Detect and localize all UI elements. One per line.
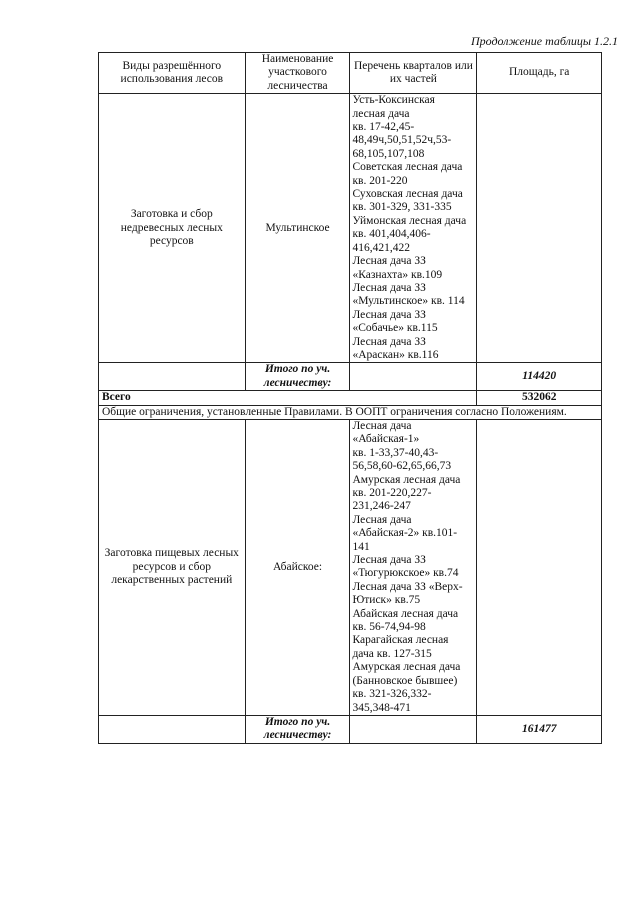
- block1-row: [99, 94, 602, 363]
- quarter-line: Лесная дача: [352, 513, 412, 526]
- quarter-line: Лесная дача ЗЗ: [352, 554, 426, 567]
- quarter-line: Ютиск» кв.75: [352, 594, 421, 607]
- quarter-line: «Мультинское» кв. 114: [352, 295, 465, 308]
- quarter-line: Советская лесная дача: [352, 161, 463, 174]
- total-row: [99, 391, 602, 405]
- quarter-line: Усть-Коксинская: [352, 94, 435, 107]
- quarter-line: 231,246-247: [352, 500, 411, 513]
- block1-subtotal-quarters: [350, 363, 477, 391]
- quarter-line: Лесная дача ЗЗ «Верх-: [352, 580, 463, 593]
- quarter-line: кв. 321-326,332-: [352, 688, 432, 701]
- block1-subtotal-label: Итого по уч. лесничеству:: [245, 363, 350, 391]
- block2-subtotal-value: 161477: [477, 715, 602, 743]
- quarter-line: 48,49ч,50,51,52ч,53-: [352, 134, 452, 147]
- block2-use-type: Заготовка пищевых лесных ресурсов и сбор лекарственных растений: [99, 419, 246, 715]
- quarter-line: Амурская лесная дача: [352, 473, 461, 486]
- header-row: [99, 53, 602, 94]
- quarter-line: «Араскан» кв.116: [352, 348, 439, 361]
- block1-subtotal-value: 114420: [477, 363, 602, 391]
- block2-subtotal-quarters: [350, 715, 477, 743]
- quarter-line: Суховская лесная дача: [352, 188, 463, 201]
- quarter-line: «Абайская-2» кв.101-: [352, 527, 458, 540]
- quarter-line: Лесная дача ЗЗ: [352, 308, 426, 321]
- total-label: Всего: [99, 391, 477, 405]
- block1-forestry: Мультинское: [245, 94, 350, 363]
- quarter-line: «Тюгурюкское» кв.74: [352, 567, 459, 580]
- quarter-line: (Банновское бывшее): [352, 674, 458, 687]
- quarter-line: «Казнахта» кв.109: [352, 268, 443, 281]
- quarter-line: «Собачье» кв.115: [352, 322, 438, 335]
- forest-use-table: [98, 52, 602, 744]
- quarter-line: дача кв. 127-315: [352, 647, 432, 660]
- block2-subtotal-empty: [99, 715, 246, 743]
- quarter-line: Лесная дача ЗЗ: [352, 281, 426, 294]
- quarter-line: Лесная дача ЗЗ: [352, 255, 426, 268]
- quarter-line: 345,348-471: [352, 701, 411, 714]
- note-row: [99, 405, 602, 419]
- block1-use-type: Заготовка и сбор недревесных лесных ресурсов: [99, 94, 246, 363]
- block2-row: [99, 419, 602, 715]
- block1-area: [477, 94, 602, 363]
- header-use-type: Виды разрешённого использования лесов: [99, 53, 246, 94]
- table-caption: Продолжение таблицы 1.2.1: [470, 34, 618, 48]
- block2-forestry: Абайское:: [245, 419, 350, 715]
- quarter-line: 56,58,60-62,65,66,73: [352, 460, 452, 473]
- quarter-line: кв. 56-74,94-98: [352, 621, 426, 634]
- block1-subtotal-row: [99, 363, 602, 391]
- quarter-line: 68,105,107,108: [352, 147, 425, 160]
- block1-subtotal-empty: [99, 363, 246, 391]
- header-quarters: Перечень кварталов или их частей: [350, 53, 477, 94]
- quarter-line: кв. 301-329, 331-335: [352, 201, 452, 214]
- header-forestry: Наименование участкового лесничества: [245, 53, 350, 94]
- quarter-line: «Абайская-1»: [352, 433, 420, 446]
- quarter-line: 416,421,422: [352, 241, 410, 254]
- restrictions-note: Общие ограничения, установленные Правилами. В ООПТ ограничения согласно Положениям.: [99, 405, 602, 419]
- quarter-line: 141: [352, 540, 370, 553]
- quarter-line: кв. 17-42,45-: [352, 121, 415, 134]
- quarter-line: кв. 401,404,406-: [352, 228, 431, 241]
- total-value: 532062: [477, 391, 602, 405]
- quarter-line: лесная дача: [352, 107, 410, 120]
- block2-subtotal-row: [99, 715, 602, 743]
- header-area: Площадь, га: [477, 53, 602, 94]
- block2-subtotal-label: Итого по уч. лесничеству:: [245, 715, 350, 743]
- quarter-line: кв. 201-220: [352, 174, 408, 187]
- block2-quarters: [350, 419, 477, 715]
- block1-quarters: [350, 94, 477, 363]
- quarter-line: Лесная дача: [352, 419, 412, 432]
- quarter-line: Амурская лесная дача: [352, 661, 461, 674]
- quarter-line: Лесная дача ЗЗ: [352, 335, 426, 348]
- block2-area: [477, 419, 602, 715]
- quarter-line: Карагайская лесная: [352, 634, 449, 647]
- quarter-line: кв. 201-220,227-: [352, 487, 432, 499]
- quarter-line: Уймонская лесная дача: [352, 214, 467, 227]
- quarter-line: кв. 1-33,37-40,43-: [352, 446, 439, 459]
- quarter-line: Абайская лесная дача: [352, 607, 459, 620]
